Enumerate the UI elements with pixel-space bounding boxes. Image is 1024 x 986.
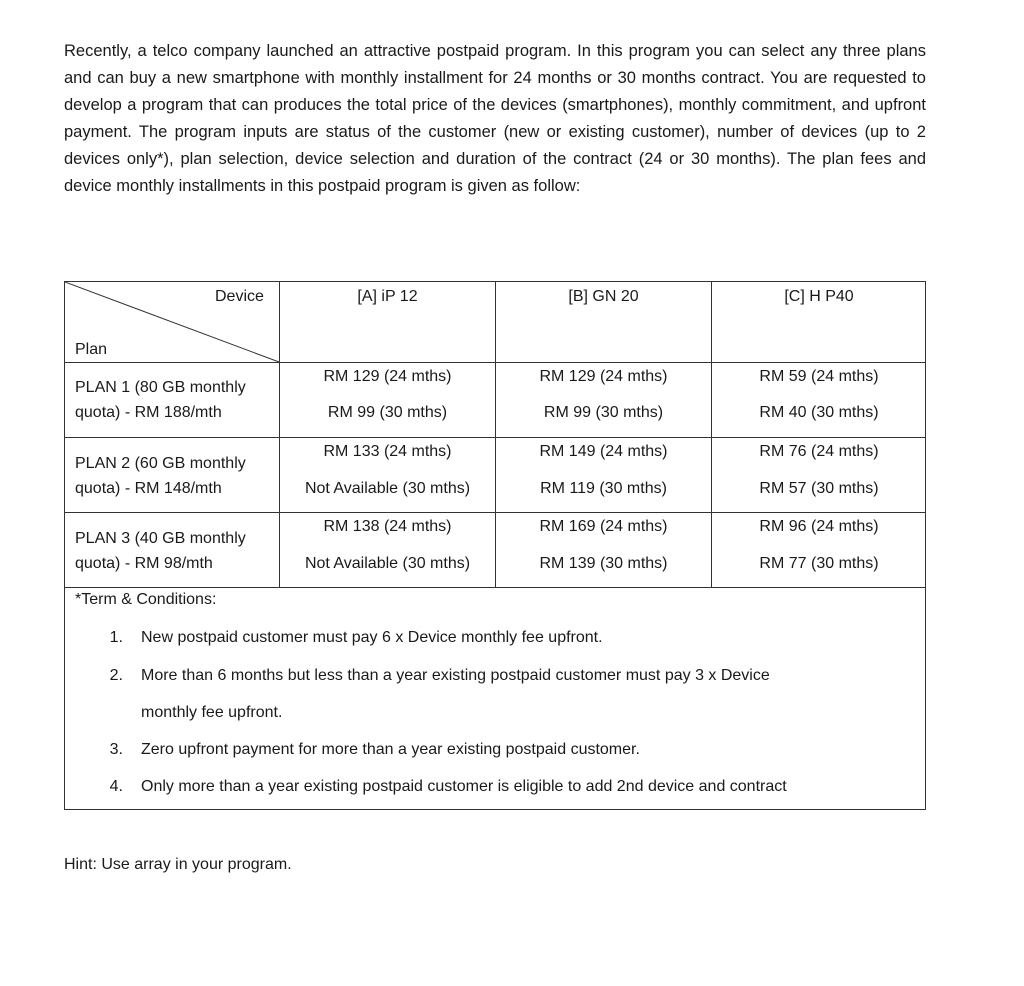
plan-label: PLAN 3 (40 GB monthly bbox=[75, 530, 246, 547]
price-cell: RM 99 (30 mths) bbox=[327, 404, 448, 421]
hint-text: Hint: Use array in your program. bbox=[64, 856, 292, 873]
term-text: monthly fee upfront. bbox=[141, 704, 283, 721]
term-text: Zero upfront payment for more than a year existing postpaid customer. bbox=[141, 741, 640, 758]
price-cell: RM 40 (30 mths) bbox=[759, 404, 879, 421]
price-cell: RM 139 (30 mths) bbox=[539, 555, 668, 572]
plan-label: PLAN 1 (80 GB monthly bbox=[75, 379, 246, 396]
term-number: 3. bbox=[109, 741, 123, 758]
term-text: New postpaid customer must pay 6 x Device monthly fee upfront. bbox=[141, 629, 603, 646]
term-number: 4. bbox=[109, 778, 123, 795]
table-divider bbox=[495, 282, 496, 587]
plan-label: quota) - RM 98/mth bbox=[75, 555, 213, 572]
plan-label: quota) - RM 148/mth bbox=[75, 480, 222, 497]
price-cell: RM 149 (24 mths) bbox=[539, 443, 668, 460]
terms-title: *Term & Conditions: bbox=[75, 591, 217, 608]
table-divider bbox=[65, 437, 925, 438]
corner-device-label: Device bbox=[215, 288, 264, 305]
price-cell: RM 77 (30 mths) bbox=[759, 555, 879, 572]
price-cell: RM 57 (30 mths) bbox=[759, 480, 879, 497]
price-cell: Not Available (30 mths) bbox=[304, 480, 471, 497]
term-number: 1. bbox=[109, 629, 123, 646]
price-cell: RM 119 (30 mths) bbox=[540, 480, 667, 497]
plan-label: PLAN 2 (60 GB monthly bbox=[75, 455, 246, 472]
device-header: [C] H P40 bbox=[784, 288, 854, 305]
device-header: [B] GN 20 bbox=[568, 288, 639, 305]
device-header: [A] iP 12 bbox=[357, 288, 418, 305]
price-cell: RM 138 (24 mths) bbox=[323, 518, 452, 535]
price-cell: RM 133 (24 mths) bbox=[323, 443, 452, 460]
price-cell: RM 96 (24 mths) bbox=[759, 518, 879, 535]
table-divider bbox=[65, 587, 925, 588]
table-divider bbox=[65, 512, 925, 513]
table-divider bbox=[711, 282, 712, 587]
price-cell: RM 129 (24 mths) bbox=[323, 368, 452, 385]
term-text: Only more than a year existing postpaid customer is eligible to add 2nd device and contract bbox=[141, 778, 787, 795]
intro-paragraph: Recently, a telco company launched an attractive postpaid program. In this program you can select any three plans and can buy a new smartphone with monthly installment for 24 months or 30 months contract. You are requested to develop a program that can produces the total price of the devices (smartphones), monthly commitment, and upfront payment. The program inputs are status of the customer (new or existing customer), number of devices (up to 2 devices only*), plan selection, device selection and duration of the contract (24 or 30 months). The plan fees and device monthly installments in this postpaid program is given as follow: bbox=[64, 42, 926, 195]
pricing-table bbox=[64, 281, 926, 810]
price-cell: Not Available (30 mths) bbox=[304, 555, 471, 572]
table-divider bbox=[65, 362, 925, 363]
term-text: More than 6 months but less than a year existing postpaid customer must pay 3 x Device bbox=[141, 667, 770, 684]
plan-label: quota) - RM 188/mth bbox=[75, 404, 222, 421]
corner-plan-label: Plan bbox=[75, 341, 108, 358]
price-cell: RM 76 (24 mths) bbox=[759, 443, 879, 460]
price-cell: RM 129 (24 mths) bbox=[539, 368, 668, 385]
price-cell: RM 99 (30 mths) bbox=[543, 404, 664, 421]
price-cell: RM 169 (24 mths) bbox=[539, 518, 668, 535]
price-cell: RM 59 (24 mths) bbox=[759, 368, 879, 385]
term-number: 2. bbox=[109, 667, 123, 684]
